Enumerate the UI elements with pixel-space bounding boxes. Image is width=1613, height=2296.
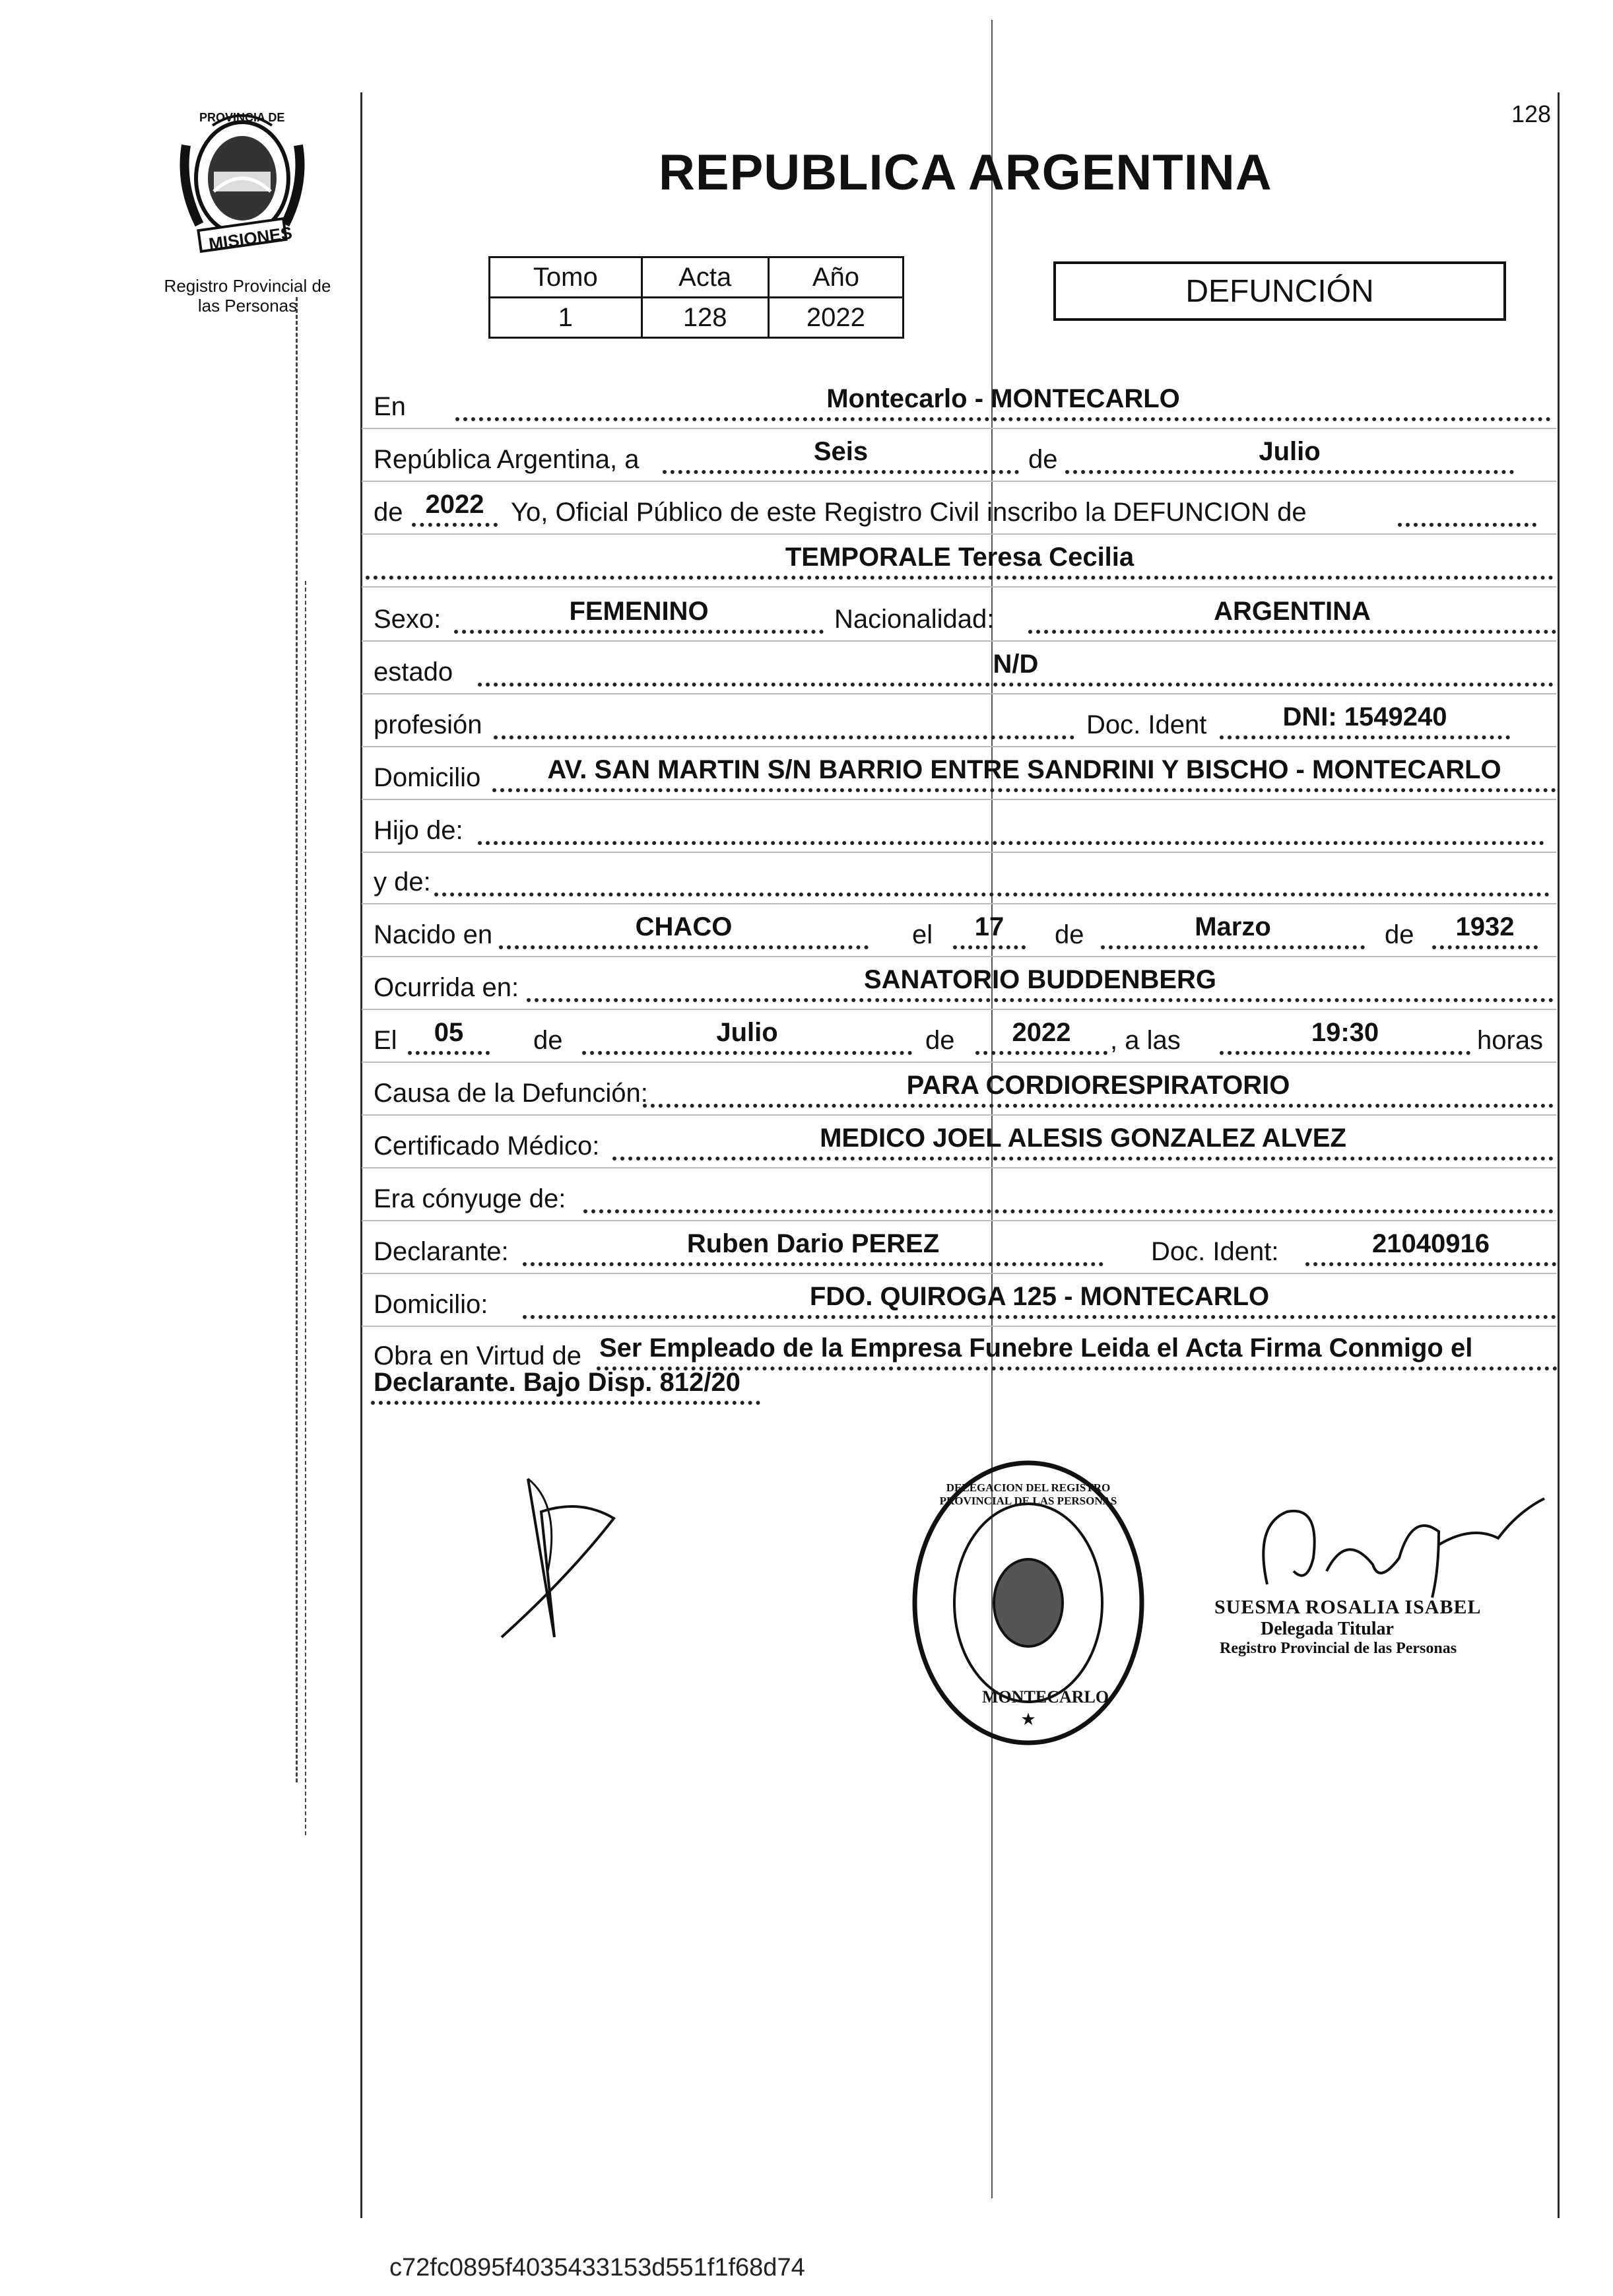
year-de-label: de — [374, 498, 403, 527]
record-table-value: 1 — [490, 298, 642, 338]
record-table-value: 2022 — [768, 298, 903, 338]
record-table-header-row — [490, 257, 904, 298]
row-ocurrida — [362, 961, 1556, 1010]
officer-stamp-office: Registro Provincial de las Personas — [1220, 1640, 1457, 1657]
nacionalidad-field[interactable]: ARGENTINA — [1028, 597, 1556, 634]
row-en — [362, 380, 1556, 429]
declarante-signature — [488, 1472, 660, 1644]
el2-label: El — [374, 1026, 397, 1055]
country-title: REPUBLICA ARGENTINA — [659, 145, 1272, 201]
document-hash: c72fc0895f4035433153d551f1f68d74 — [389, 2254, 805, 2281]
row-death-date — [362, 1014, 1556, 1063]
row-hijo — [362, 804, 1556, 853]
profesion-field[interactable] — [494, 702, 1074, 739]
row-name — [362, 539, 1556, 588]
right-margin-line — [1558, 92, 1560, 2218]
row-profesion — [362, 698, 1556, 747]
registry-label — [142, 276, 353, 316]
decl-dom-field[interactable]: FDO. QUIROGA 125 - MONTECARLO — [523, 1282, 1556, 1319]
row-declarante — [362, 1225, 1556, 1274]
declarante-field[interactable]: Ruben Dario PEREZ — [523, 1229, 1103, 1266]
record-table — [488, 256, 904, 339]
left-binding-marks — [296, 297, 298, 1782]
row-obra — [362, 1330, 1556, 1409]
row-causa — [362, 1067, 1556, 1116]
row-yde — [362, 856, 1556, 904]
row-certificado — [362, 1120, 1556, 1168]
row-decl-domicilio — [362, 1278, 1556, 1327]
hijo-label: Hijo de: — [374, 816, 463, 845]
record-type-box: DEFUNCIÓN — [1053, 261, 1506, 321]
province-logo — [173, 106, 312, 257]
domicilio-field[interactable]: AV. SAN MARTIN S/N BARRIO ENTRE SANDRINI Y BISCHO - MONTECARLO — [492, 755, 1556, 792]
republica-label: República Argentina, a — [374, 445, 640, 474]
sexo-label: Sexo: — [374, 605, 442, 634]
month-field[interactable]: Julio — [1065, 437, 1514, 474]
de-label: de — [1028, 445, 1058, 474]
alas-label: , a las — [1110, 1026, 1181, 1055]
doc-field[interactable]: DNI: 1549240 — [1220, 702, 1510, 739]
year-field[interactable]: 2022 — [412, 490, 498, 527]
decl-doc-field[interactable]: 21040916 — [1305, 1229, 1556, 1266]
left-binding-marks-2 — [305, 581, 306, 1835]
record-table-header: Tomo — [490, 257, 642, 298]
en-field[interactable]: Montecarlo - MONTECARLO — [455, 384, 1551, 421]
birth-de1-label: de — [1055, 920, 1084, 949]
decl-dom-label: Domicilio: — [374, 1290, 488, 1319]
death-month-field[interactable]: Julio — [582, 1018, 912, 1055]
record-table-value-row — [490, 298, 904, 338]
declarante-label: Declarante: — [374, 1237, 509, 1266]
nacido-field[interactable]: CHACO — [499, 912, 869, 949]
row-sexo — [362, 593, 1556, 642]
estado-field[interactable]: N/D — [478, 650, 1554, 687]
domicilio-label: Domicilio — [374, 763, 481, 792]
death-day-field[interactable]: 05 — [408, 1018, 490, 1055]
decl-doc-label: Doc. Ident: — [1151, 1237, 1279, 1266]
causa-field[interactable]: PARA CORDIORESPIRATORIO — [643, 1071, 1554, 1108]
seal-text-top: DELEGACION DEL REGISTRO PROVINCIAL DE LAS PERSONAS — [939, 1481, 1117, 1507]
birth-de2-label: de — [1385, 920, 1414, 949]
record-table-header: Año — [768, 257, 903, 298]
record-table-header: Acta — [642, 257, 768, 298]
officer-stamp-title: Delegada Titular — [1261, 1619, 1394, 1639]
logo-text-top: PROVINCIA DE — [199, 111, 285, 124]
profesion-label: profesión — [374, 710, 482, 739]
death-time-field[interactable]: 19:30 — [1220, 1018, 1470, 1055]
death-de1-label: de — [533, 1026, 563, 1055]
certificado-field[interactable]: MEDICO JOEL ALESIS GONZALEZ ALVEZ — [612, 1124, 1554, 1161]
death-de2-label: de — [925, 1026, 955, 1055]
row-year — [362, 486, 1556, 535]
svg-text:★: ★ — [1020, 1709, 1036, 1729]
obra-label: Obra en Virtud de — [374, 1341, 582, 1370]
seal-text-bottom: MONTECARLO — [982, 1687, 1109, 1706]
officer-stamp — [1214, 1596, 1511, 1658]
hijo-field[interactable] — [478, 808, 1544, 845]
obra-field-line2[interactable]: Declarante. Bajo Disp. 812/20 — [371, 1368, 760, 1405]
birth-year-field[interactable]: 1932 — [1432, 912, 1538, 949]
row-date — [362, 433, 1556, 482]
obra-field-line1[interactable]: Ser Empleado de la Empresa Funebre Leida el Acta Firma Conmigo el — [597, 1334, 1558, 1370]
conyuge-field[interactable] — [583, 1176, 1554, 1213]
row-conyuge — [362, 1172, 1556, 1221]
registry-seal — [909, 1458, 1147, 1748]
officer-trailing-field[interactable] — [1398, 490, 1536, 527]
birth-month-field[interactable]: Marzo — [1101, 912, 1365, 949]
officer-text: Yo, Oficial Público de este Registro Civil inscribo la DEFUNCION de — [511, 498, 1307, 527]
row-domicilio — [362, 751, 1556, 800]
doc-label: Doc. Ident — [1086, 710, 1207, 739]
logo-text-bottom: MISIONES — [207, 222, 294, 254]
en-label: En — [374, 392, 406, 421]
causa-label: Causa de la Defunción: — [374, 1079, 648, 1108]
ocurrida-label: Ocurrida en: — [374, 973, 519, 1002]
birth-day-field[interactable]: 17 — [953, 912, 1026, 949]
row-estado — [362, 646, 1556, 694]
nacionalidad-label: Nacionalidad: — [834, 605, 995, 634]
page-number: 128 — [1511, 100, 1552, 127]
el-label: el — [912, 920, 933, 949]
death-year-field[interactable]: 2022 — [975, 1018, 1107, 1055]
registry-label-line2: las Personas — [197, 296, 298, 316]
estado-label: estado — [374, 658, 453, 687]
yde-label: y de: — [374, 867, 431, 896]
day-field[interactable]: Seis — [663, 437, 1019, 474]
sexo-field[interactable]: FEMENINO — [454, 597, 824, 634]
registry-label-line1: Registro Provincial de — [164, 276, 331, 296]
officer-stamp-name: SUESMA ROSALIA ISABEL — [1214, 1596, 1482, 1618]
deceased-name-field[interactable]: TEMPORALE Teresa Cecilia — [366, 543, 1554, 580]
yde-field[interactable] — [434, 860, 1550, 896]
nacido-label: Nacido en — [374, 920, 493, 949]
horas-label: horas — [1477, 1026, 1544, 1055]
record-table-value: 128 — [642, 298, 768, 338]
row-nacido — [362, 908, 1556, 957]
conyuge-label: Era cónyuge de: — [374, 1184, 566, 1213]
certificado-label: Certificado Médico: — [374, 1131, 600, 1161]
ocurrida-field[interactable]: SANATORIO BUDDENBERG — [527, 965, 1554, 1002]
